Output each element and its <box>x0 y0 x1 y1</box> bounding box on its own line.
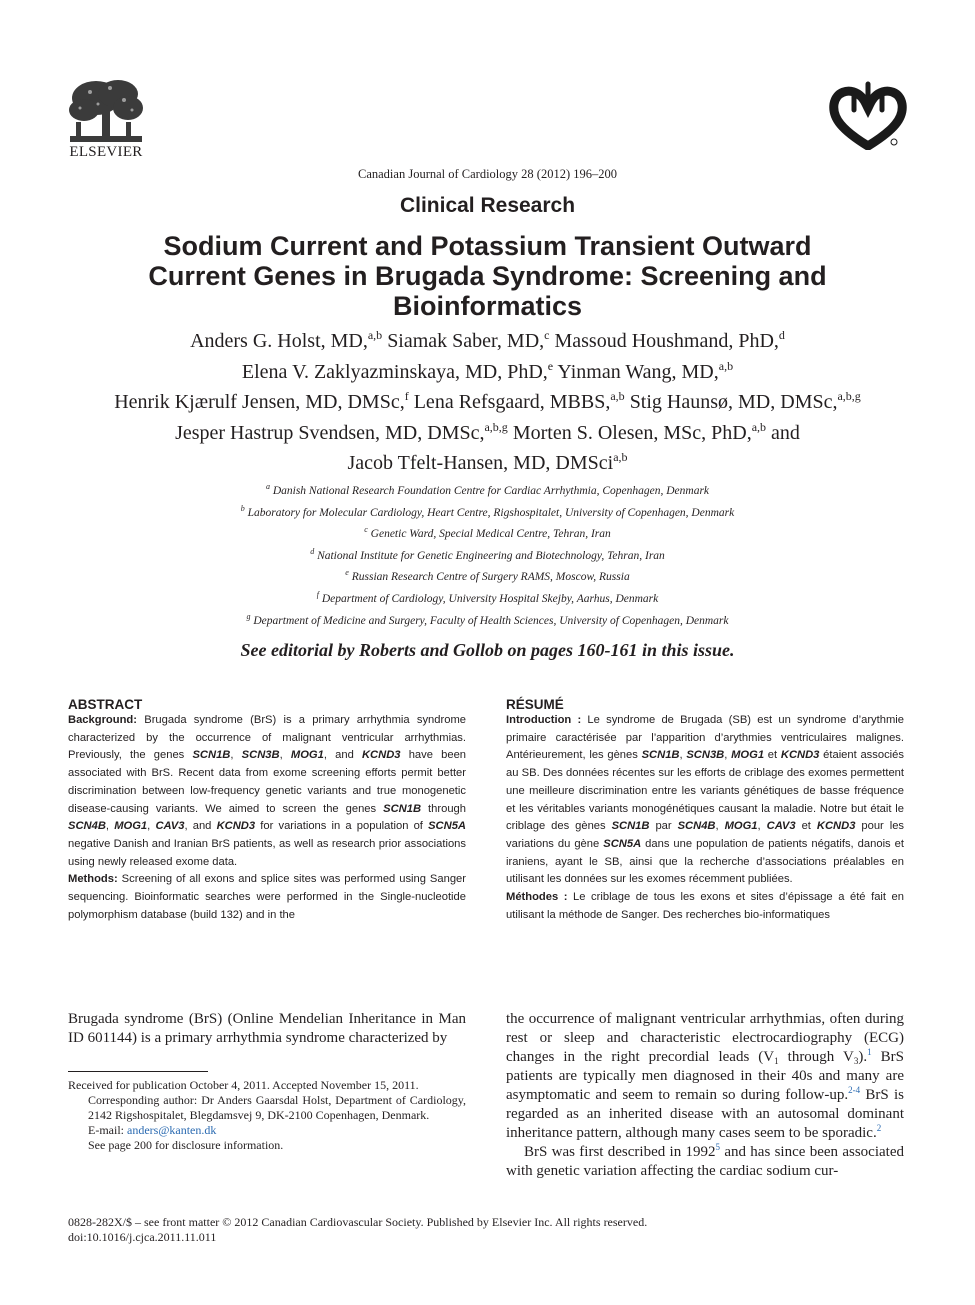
author-name: Stig Haunsø, MD, DMSc, <box>629 391 838 413</box>
body-left-column: Brugada syndrome (BrS) (Online Mendelian Inheritance in Man ID 601144) is a primary arrhythmia syndrome characterized by <box>68 1011 466 1046</box>
gene-name: SCN5A <box>428 820 467 833</box>
heart-logo-icon <box>828 80 908 150</box>
affiliation <box>140 589 835 611</box>
gene-name: SCN3B <box>241 749 280 762</box>
resume-introduction <box>506 712 904 889</box>
author-name: Siamak Saber, MD, <box>387 330 545 352</box>
journal-citation: Canadian Journal of Cardiology 28 (2012) 196–200 <box>358 167 617 181</box>
gene-name: KCND3 <box>361 749 401 762</box>
gene-name: MOG1 <box>290 749 324 762</box>
author-list <box>60 326 915 479</box>
received-note: Received for publication October 4, 2011. Accepted November 15, 2011. <box>68 1078 419 1092</box>
background-label: Background: <box>68 714 137 726</box>
resume-text: pour les variations du gène <box>506 820 905 850</box>
body-text: the occurrence of malignant ventricular arrhythmias, often during rest or sleep and characteristic electrocardiography (ECG) changes in the right precordial leads (V <box>506 1011 904 1065</box>
affiliation-key: c <box>364 525 368 535</box>
author-name: Massoud Houshmand, PhD, <box>554 330 779 352</box>
author-name: Anders G. Holst, MD, <box>190 330 368 352</box>
gene-name: MOG1 <box>731 749 765 762</box>
author-and: and <box>771 421 800 444</box>
author-affil-sup: a,b <box>718 358 734 373</box>
author-line <box>60 387 915 418</box>
body-paragraph <box>506 1010 904 1143</box>
author-name: Jesper Hastrup Svendsen, MD, DMSc, <box>175 421 485 444</box>
abstract-text: through <box>421 802 466 815</box>
affiliation-text: Russian Research Centre of Surgery RAMS, Moscow, Russia <box>351 571 630 584</box>
affiliation-key: a <box>265 482 270 491</box>
doi-line[interactable]: doi:10.1016/j.cjca.2011.11.011 <box>68 1230 217 1244</box>
body-text: BrS is regarded as an inherited disease with an autosomal dominant inheritance pattern, although many cases seem to be sporadic. <box>506 1087 904 1141</box>
gene-name: KCND3 <box>780 749 820 762</box>
affiliation-text: National Institute for Genetic Engineering and Biotechnology, Tehran, Iran <box>317 549 665 562</box>
author-affil-sup: c <box>544 328 550 342</box>
author-affil-sup: a,b,g <box>837 389 861 403</box>
affiliation-text: Laboratory for Molecular Cardiology, Heart Centre, Rigshospitalet, University of Copenhagen, Denmark <box>247 506 735 519</box>
resume-text: , <box>724 749 732 762</box>
affiliation <box>140 503 835 525</box>
affiliation-key: b <box>240 503 245 513</box>
abstract-text: Screening of all exons and splice sites was performed using Sanger sequencing. Bioinformatic searches were performed in the Single-nucleotide polymorphism database (build 132) and in the <box>68 873 466 921</box>
gene-name: SCN1B <box>192 749 231 762</box>
author-line <box>60 326 915 357</box>
corresponding-author-note: Corresponding author: Dr Anders Gaarsdal Holst, Department of Cardiology, 2142 Rigshospitalet, Blegdamsvej 9, DK-2100 Copenhagen, Denmark. <box>88 1093 466 1122</box>
ccs-logo <box>828 80 908 150</box>
author-name: Jacob Tfelt-Hansen, MD, DMSci <box>347 452 614 474</box>
abstract-text: Brugada syndrome (BrS) is a primary arrhythmia syndrome characterized by the occurrence of malignant ventricular arrhythmias. Previously, the genes <box>68 714 466 762</box>
gene-name: MOG1 <box>724 820 758 833</box>
title-line: Bioinformatics <box>392 291 583 321</box>
title-line: Current Genes in Brugada Syndrome: Screening and <box>148 261 827 291</box>
author-affil-sup: a,b <box>613 450 628 464</box>
abstract-text: , and <box>184 820 217 833</box>
abstract-text: have been associated with BrS. Recent data from exome screening efforts permit better discrimination between low-frequency genetic variants and true monogenetic disease-causing variants. We aimed to screen the genes <box>68 749 467 815</box>
gene-name: SCN4B <box>68 820 106 833</box>
affiliation-key: g <box>246 611 251 621</box>
resume-text: par <box>649 820 678 833</box>
body-right-column <box>506 1010 904 1181</box>
page-footer <box>68 1215 768 1245</box>
elsevier-tree-icon <box>66 78 146 144</box>
resume-text: et <box>795 820 817 833</box>
body-paragraph <box>506 1143 904 1181</box>
elsevier-wordmark: ELSEVIER <box>69 144 143 160</box>
author-name: Lena Refsgaard, MBBS, <box>413 391 611 413</box>
email-label: E-mail: <box>88 1123 127 1137</box>
body-text: and has since been associated with genetic variation affecting the cardiac sodium cur- <box>506 1144 904 1179</box>
abstract-text: , <box>279 749 291 762</box>
reference-link[interactable]: 2-4 <box>848 1085 861 1095</box>
footnote-divider <box>68 1071 208 1072</box>
author-affil-sup: a,b <box>367 328 383 342</box>
section-label: Clinical Research <box>399 194 576 217</box>
copyright-line: 0828-282X/$ – see front matter © 2012 Canadian Cardiovascular Society. Published by Elsevier Inc. All rights reserved. <box>68 1215 648 1229</box>
resume-text: étaient associés au SB. Des données récentes sur les efforts de criblage des exomes permettent une meilleure discrimination entre les variants génétiques de basse fréquence et les véritables variants monogénétiques causant la maladie. Notre but était le criblage des gènes <box>506 749 904 833</box>
gene-name: SCN1B <box>611 820 650 833</box>
gene-name: SCN3B <box>686 749 725 762</box>
author-line <box>60 357 915 388</box>
elsevier-logo <box>66 78 146 162</box>
affiliation-key: f <box>316 589 319 599</box>
affiliation <box>140 611 835 633</box>
affiliation <box>140 567 835 589</box>
gene-name: CAV3 <box>766 820 796 833</box>
abstract-heading: ABSTRACT <box>68 697 143 712</box>
disclosure-note: See page 200 for disclosure information. <box>88 1138 284 1152</box>
affiliation-text: Danish National Research Foundation Centre for Cardiac Arrhythmia, Copenhagen, Denmark <box>272 485 710 497</box>
abstract-text: , <box>105 820 115 833</box>
author-line <box>60 418 915 449</box>
abstract-text: , <box>230 749 242 762</box>
affiliation <box>140 524 835 546</box>
gene-name: CAV3 <box>155 820 185 833</box>
author-line <box>60 448 915 479</box>
abstract-text: for variations in a population of <box>255 820 429 833</box>
gene-name: SCN4B <box>677 820 716 833</box>
affiliation <box>140 546 835 568</box>
author-name: Henrik Kjærulf Jensen, MD, DMSc, <box>114 391 405 413</box>
author-affil-sup: a,b,g <box>484 419 508 434</box>
author-affil-sup: f <box>404 389 409 403</box>
title-line: Sodium Current and Potassium Transient Outward <box>163 231 812 261</box>
body-text: ). <box>858 1049 868 1065</box>
affiliation-list <box>140 481 835 632</box>
resume-methods <box>506 889 904 924</box>
author-affil-sup: a,b <box>751 419 767 434</box>
author-name: Yinman Wang, MD, <box>557 360 719 383</box>
methods-label: Methods: <box>68 873 118 886</box>
gene-name: KCND3 <box>216 820 256 833</box>
body-text: BrS patients are typically men diagnosed in their 40s and many are asymptomatic and seem to remain so during follow-up. <box>506 1049 904 1103</box>
editorial-note[interactable]: See editorial by Roberts and Gollob on pages 160-161 in this issue. <box>240 640 735 660</box>
gene-name: MOG1 <box>114 820 148 833</box>
resume-text: , <box>715 820 725 833</box>
abstract-text: negative Danish and Iranian BrS patients, as well as research prior associations using newly released exome data. <box>68 837 466 868</box>
affiliation-text: Department of Cardiology, University Hospital Skejby, Aarhus, Denmark <box>321 592 659 605</box>
author-name: Elena V. Zaklyazminskaya, MD, PhD, <box>241 360 548 383</box>
resume-heading: RÉSUMÉ <box>506 697 564 712</box>
affiliation <box>140 481 835 503</box>
resume-section <box>506 697 904 924</box>
subscript: 1 <box>774 1056 779 1066</box>
author-affil-sup: e <box>547 358 554 373</box>
resume-text: dans une population de patients négatifs, danois et iraniens, ayant le SB, ainsi que la recherche d’associations préalables en utilisant les données sur les exomes récemment publiées. <box>506 837 904 886</box>
affiliation-key: e <box>345 568 349 578</box>
methodes-label: Méthodes : <box>506 891 568 904</box>
resume-text: et <box>764 749 781 762</box>
email-note <box>68 1123 466 1138</box>
subscript: 3 <box>853 1056 859 1066</box>
gene-name: SCN1B <box>641 749 680 762</box>
article-title <box>90 231 885 321</box>
affiliation-key: d <box>310 546 315 556</box>
reference-link[interactable]: 2 <box>876 1123 882 1133</box>
abstract-text: , and <box>323 749 362 762</box>
reference-link[interactable]: 5 <box>715 1142 721 1152</box>
resume-text: Le criblage de tous les exons et sites d’épissage a été fait en utilisant la méthode de Sanger. Des recherches bio-informatiques <box>506 891 904 921</box>
gene-name: SCN1B <box>383 802 422 815</box>
abstract-background <box>68 712 466 871</box>
reference-link[interactable]: 1 <box>867 1047 872 1057</box>
email-link[interactable]: anders@kanten.dk <box>127 1123 217 1137</box>
author-affil-sup: a,b <box>610 389 625 403</box>
resume-text: , <box>757 820 767 833</box>
affiliation-text: Genetic Ward, Special Medical Centre, Tehran, Iran <box>370 528 611 541</box>
resume-text: Le syndrome de Brugada (SB) est un syndrome d’arythmie primaire caractérisée par l’apparition d’arythmies ventriculaires malignes. Antérieurement, les gènes <box>506 714 904 762</box>
gene-name: KCND3 <box>816 820 856 833</box>
author-name: Morten S. Olesen, MSc, PhD, <box>512 421 752 444</box>
affiliation-text: Department of Medicine and Surgery, Faculty of Health Sciences, University of Copenhagen, Denmark <box>253 614 729 627</box>
body-text: through V <box>778 1049 854 1065</box>
introduction-label: Introduction : <box>506 714 582 726</box>
footnotes <box>68 1078 466 1153</box>
author-affil-sup: d <box>778 328 785 342</box>
body-text: BrS was first described in 1992 <box>524 1144 716 1160</box>
gene-name: SCN5A <box>603 837 642 850</box>
abstract-methods <box>68 871 466 924</box>
abstract-section <box>68 697 466 924</box>
resume-text: , <box>679 749 687 762</box>
abstract-text: , <box>147 820 156 833</box>
